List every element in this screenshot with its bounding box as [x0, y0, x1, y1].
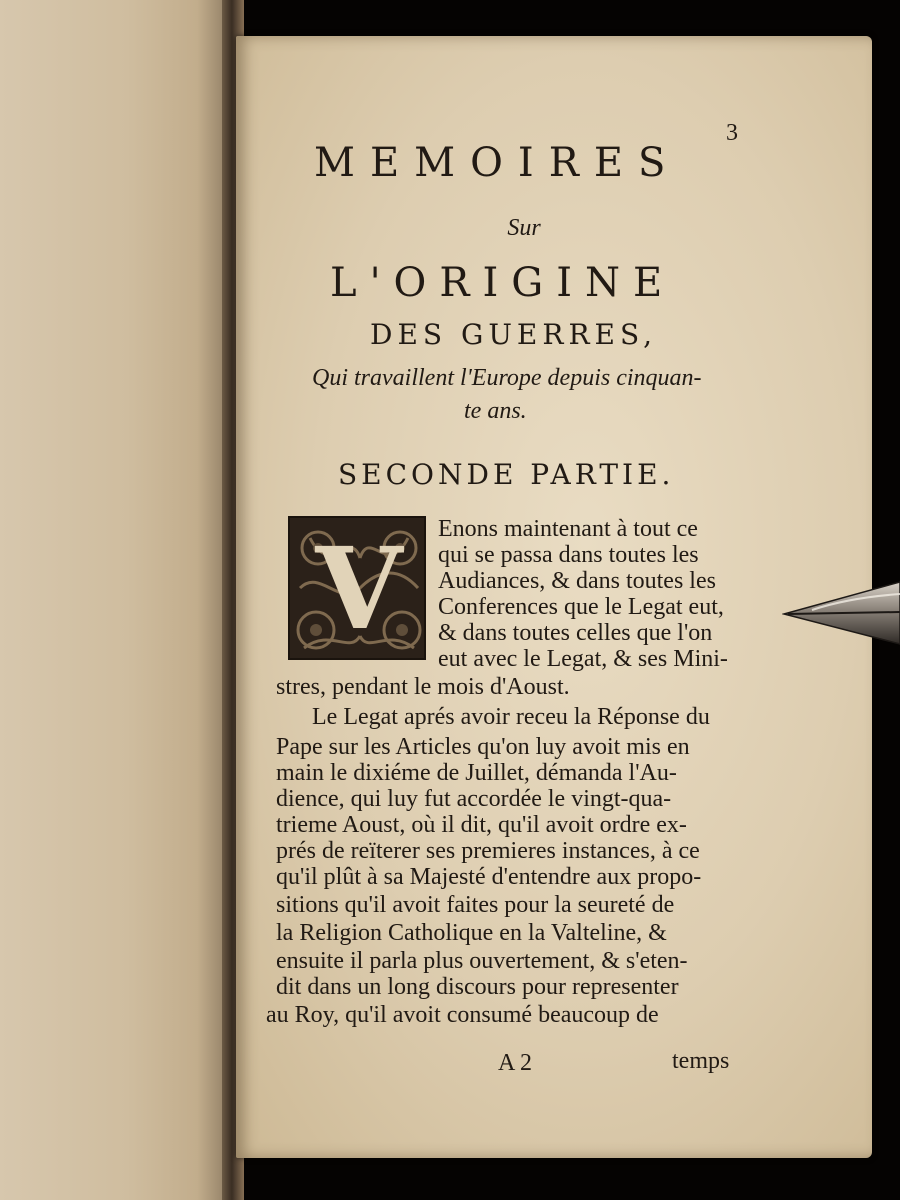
decorated-initial [288, 516, 426, 660]
body-line: dience, qui luy fut accordée le vingt-qua- [276, 786, 672, 812]
body-line: Pape sur les Articles qu'on luy avoit mis en [276, 734, 690, 760]
body-line: Le Legat aprés avoir receu la Réponse du [312, 704, 710, 730]
subtitle-line-2: te ans. [464, 398, 527, 424]
body-line: la Religion Catholique en la Valteline, & [276, 920, 667, 946]
body-line: prés de reïterer ses premieres instances, à ce [276, 838, 700, 864]
body-line: Audiances, & dans toutes les [438, 568, 716, 594]
title-origine: L'ORIGINE [330, 260, 676, 306]
body-line: sitions qu'il avoit faites pour la seureté de [276, 892, 675, 918]
body-line: eut avec le Legat, & ses Mini- [438, 646, 728, 672]
drop-cap-letter: V [315, 524, 403, 655]
body-line: trieme Aoust, où il dit, qu'il avoit ordre ex- [276, 812, 687, 838]
subtitle-line-1: Qui travaillent l'Europe depuis cinquan- [312, 365, 702, 391]
body-line: dit dans un long discours pour representer [276, 974, 679, 1000]
section-title: SECONDE PARTIE. [338, 458, 675, 491]
body-line: qu'il plût à sa Majesté d'entendre aux propo- [276, 864, 702, 890]
body-line: main le dixiéme de Juillet, démanda l'Au- [276, 760, 677, 786]
title-sur: Sur [507, 215, 541, 241]
body-line: stres, pendant le mois d'Aoust. [276, 674, 570, 700]
title-memoires: MEMOIRES [314, 140, 681, 186]
title-des-guerres: DES GUERRES, [370, 318, 658, 351]
pen-nib-pointer-icon [782, 578, 900, 648]
body-line: Enons maintenant à tout ce [438, 516, 698, 542]
body-line: ensuite il parla plus ouvertement, & s'eten- [276, 948, 688, 974]
body-line: qui se passa dans toutes les [438, 542, 699, 568]
page-number: 3 [726, 120, 738, 146]
body-line: & dans toutes celles que l'on [438, 620, 713, 646]
body-line: Conferences que le Legat eut, [438, 594, 724, 620]
body-line: au Roy, qu'il avoit consumé beaucoup de [266, 1002, 659, 1028]
catchword: temps [672, 1048, 730, 1074]
signature-mark: A 2 [498, 1050, 533, 1076]
left-blank-page [0, 0, 234, 1200]
